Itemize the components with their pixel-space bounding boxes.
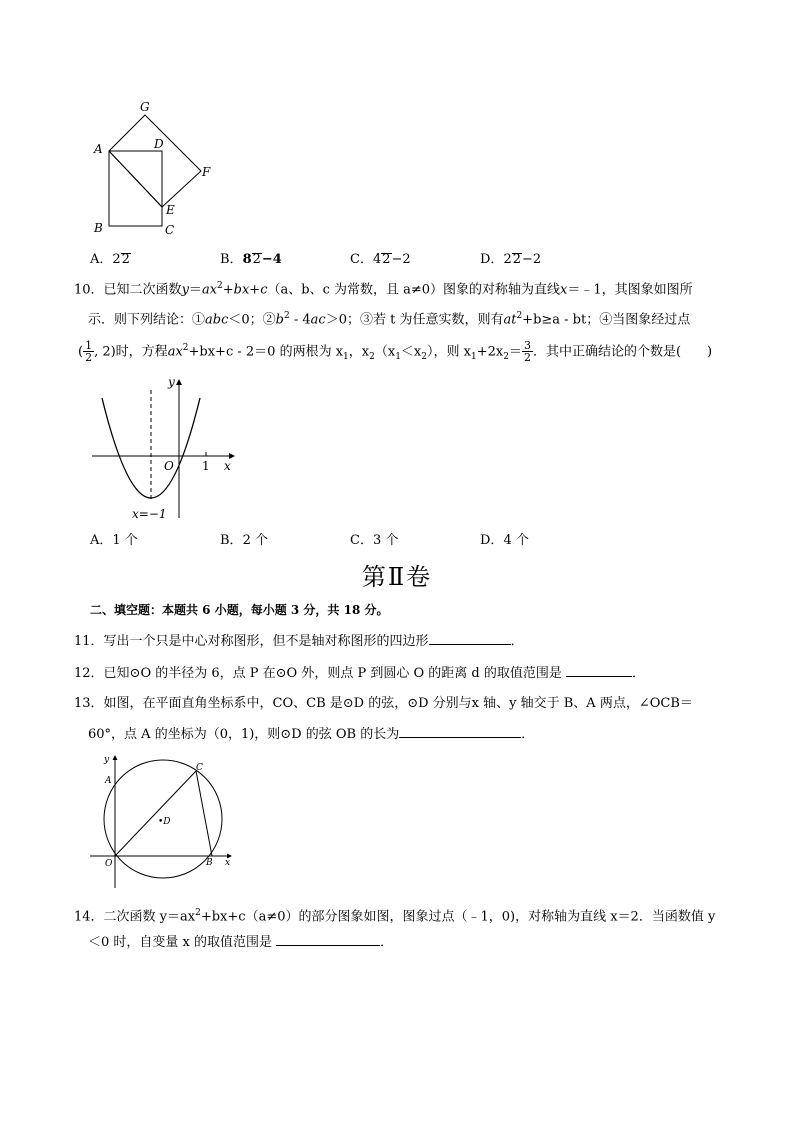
q9-option-c[interactable]: C．42−2 bbox=[350, 252, 411, 267]
label-f: F bbox=[202, 165, 211, 179]
q9-option-d[interactable]: D．22−2 bbox=[480, 252, 542, 267]
label-d: D bbox=[154, 137, 164, 151]
q14-line-1: 14．二次函数 $y=ax^2+bx+c(a\ne 0)$的部分图象如图，图象过点（﹣1，0)，对称轴为直线 x＝2．当函数值 y bbox=[74, 908, 716, 925]
chord-cb bbox=[196, 771, 212, 856]
q13-line-1: 13．如图，在平面直角坐标系中，CO、CB 是⊙D 的弦，⊙D 分别与x 轴、y 轴交于 B、A 两点，∠OCB＝ bbox=[74, 696, 693, 711]
label-one: 1 bbox=[202, 459, 210, 473]
q13-answer-blank[interactable] bbox=[399, 725, 521, 738]
q11-answer-blank[interactable] bbox=[429, 632, 511, 645]
q10-option-b[interactable]: B．2 个 bbox=[220, 533, 268, 548]
q10-option-d[interactable]: D．4 个 bbox=[480, 533, 529, 548]
q9-option-a[interactable]: A．22 bbox=[90, 252, 130, 267]
q10-line-1: 10．已知二次函数$y=ax^2+bx+c(a$、b、c 为常数，且 a≠0）图象的对称轴为直线x＝﹣1，其图象如图所 bbox=[74, 281, 693, 298]
label-a: A bbox=[105, 776, 112, 786]
q12-answer-blank[interactable] bbox=[566, 664, 632, 677]
q10-option-c[interactable]: C．3 个 bbox=[350, 533, 399, 548]
label-b: B bbox=[94, 221, 103, 235]
volume-title: 第Ⅱ卷 bbox=[361, 563, 433, 591]
q13-line-2: 60°，点 A 的坐标为（0，1)，则⊙D 的弦 OB 的长为 ． bbox=[88, 727, 535, 742]
q11-line: 11．写出一个只是中心对称图形，但不是轴对称图形的四边形 ． bbox=[74, 634, 524, 649]
label-x: x bbox=[225, 858, 231, 868]
label-c: C bbox=[196, 763, 203, 773]
fraction-one-half: $\frac{1}{2}$ bbox=[85, 339, 93, 365]
chord-co bbox=[115, 771, 196, 856]
q9-option-b[interactable]: B．82−4 bbox=[220, 252, 282, 267]
q10-option-a[interactable]: A．1 个 bbox=[90, 533, 138, 548]
label-e: E bbox=[166, 203, 175, 217]
q9-options bbox=[90, 248, 610, 267]
rectangle-abcd bbox=[109, 151, 162, 226]
label-a: A bbox=[94, 142, 103, 156]
q9-geometry-figure bbox=[90, 98, 220, 238]
label-c: C bbox=[165, 223, 175, 237]
q10-line-2: 示．则下列结论：①abc＜0；$②b^2 - 4ac>0$；③若 t 为任意实数，则有$at^2+b\ge a$ - bt；④当图象经过点 bbox=[88, 311, 691, 328]
q14-line-2: ＜0 时，自变量 x 的取值范围是 ． bbox=[88, 935, 394, 950]
q10-line-3: ( $\frac{1}{2}$ , 2)时，方程$ax^2+bx+c - 2=0$ 的两根为 $x_1$，$x_2(x_1<x_2)$，则 $x_1+2x_2=$ $\frac{3}{2}$ ．其中正确结论的个数是( ) bbox=[78, 339, 713, 365]
section-title: 二、填空题：本题共 6 小题，每小题 3 分，共 18 分。 bbox=[90, 603, 389, 617]
q14-answer-blank[interactable] bbox=[276, 933, 380, 946]
label-axis-equation: x=−1 bbox=[132, 507, 167, 521]
label-y: y bbox=[104, 755, 110, 765]
q10-parabola-graph bbox=[88, 372, 248, 522]
q12-line: 12．已知⊙O 的半径为 6，点 P 在⊙O 外，则点 P 到圆心 O 的距离 d 的取值范围是 ． bbox=[74, 666, 646, 681]
label-o: O bbox=[105, 859, 113, 869]
q13-circle-figure bbox=[88, 752, 238, 892]
q10-options bbox=[90, 529, 610, 548]
label-b: B bbox=[206, 858, 213, 868]
label-g: G bbox=[140, 100, 150, 114]
label-x: x bbox=[224, 459, 231, 473]
label-origin: O bbox=[164, 459, 174, 473]
label-d: •D bbox=[158, 817, 171, 827]
fraction-three-halves: $\frac{3}{2}$ bbox=[523, 339, 531, 365]
square-agfe bbox=[109, 115, 201, 207]
label-y: y bbox=[168, 375, 175, 389]
